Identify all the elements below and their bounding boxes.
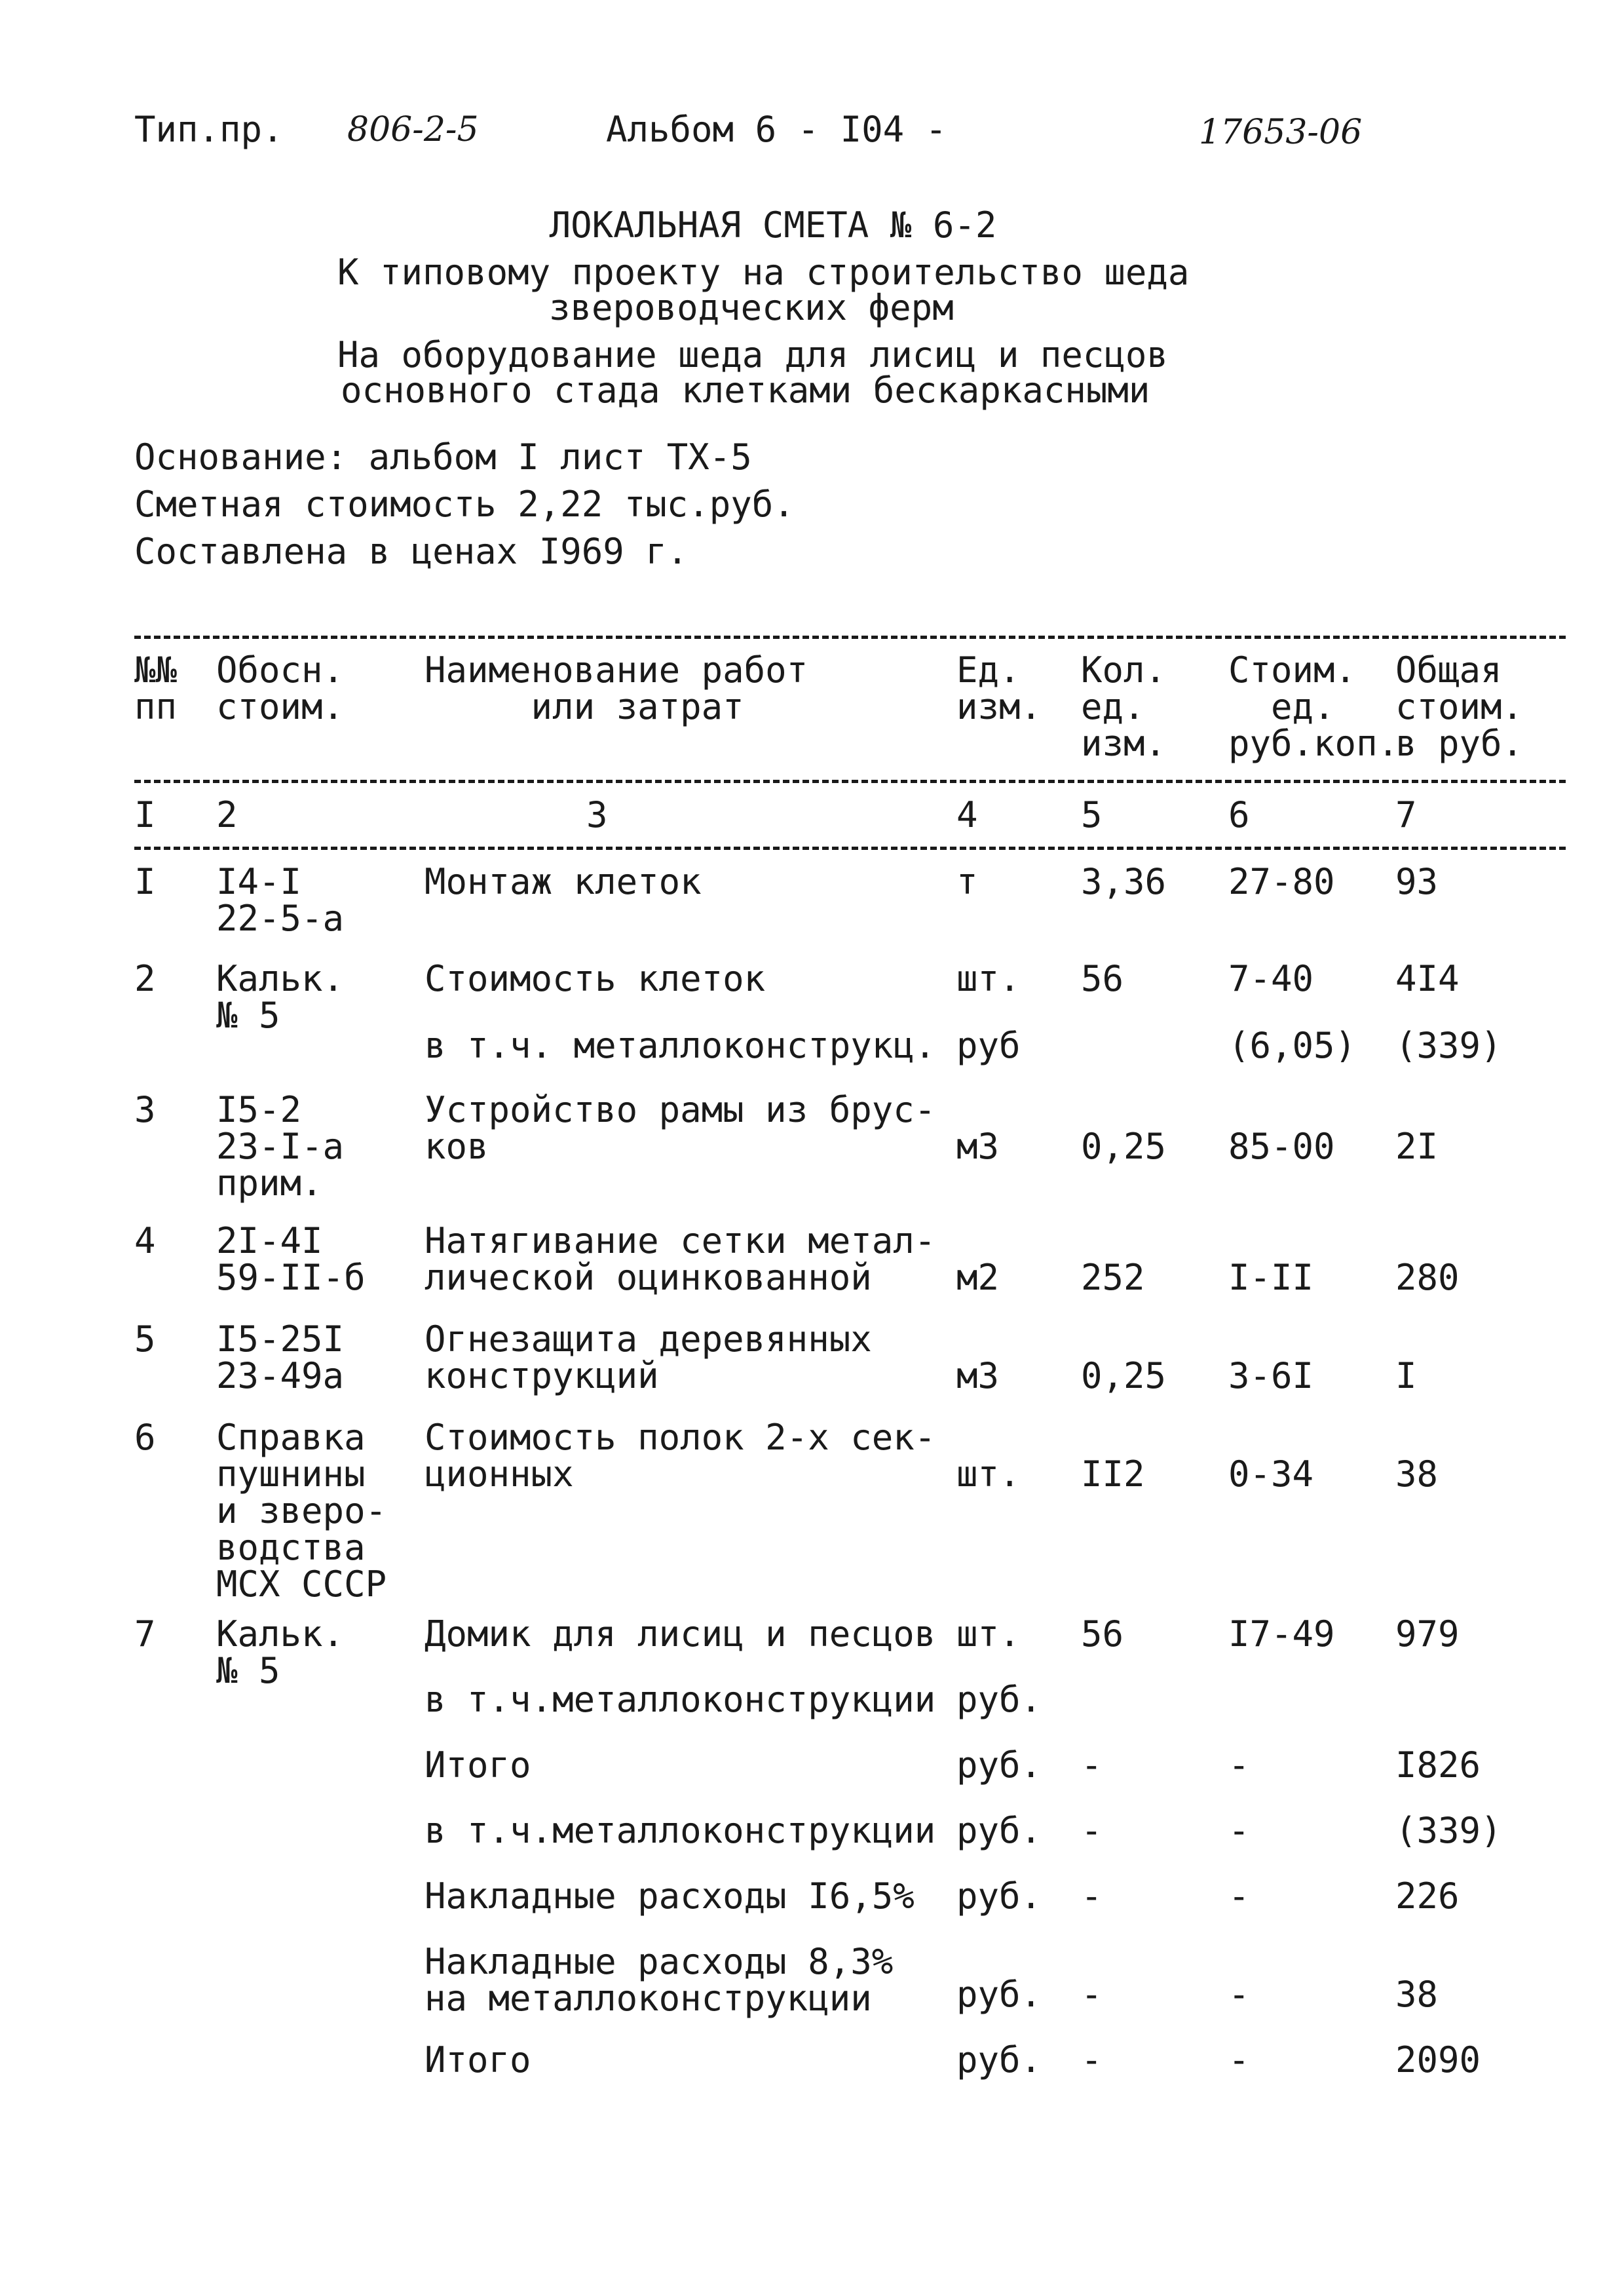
row-unit: руб.: [956, 1744, 1042, 1786]
row-price: I7-49: [1228, 1613, 1335, 1655]
row-qty: 0,25: [1081, 1355, 1167, 1396]
prices-line: Составлена в ценах I969 г.: [134, 531, 689, 572]
header-bottom-rule: [134, 780, 1566, 783]
row-total: 38: [1395, 1453, 1439, 1495]
row-name: Накладные расходы I6,5%: [425, 1875, 915, 1917]
row-price: 85-00: [1228, 1126, 1335, 1167]
row-qty: 0,25: [1081, 1126, 1167, 1167]
row-price: -: [1228, 1875, 1250, 1917]
row-unit: шт.: [956, 958, 1021, 999]
title-line-2: К типовому проекту на строительство шеда: [337, 252, 1190, 293]
table-top-rule: [134, 636, 1566, 639]
row-unit: руб.: [956, 2039, 1042, 2081]
row-price: -: [1228, 1810, 1250, 1851]
tip-label: Тип.пр.: [134, 109, 284, 150]
row-unit: шт.: [956, 1453, 1021, 1495]
row-price: 3-6I: [1228, 1355, 1314, 1396]
title-line-5: основного стада клетками бескаркасными: [341, 370, 1150, 411]
col-number-3: 3: [586, 794, 608, 835]
row-basis: I4-I 22-5-а: [216, 861, 345, 939]
row-qty: 252: [1081, 1257, 1145, 1298]
row-unit: м3: [956, 1126, 1000, 1167]
row-name: Монтаж клеток: [425, 861, 702, 902]
row-basis: Кальк. № 5: [216, 1613, 345, 1691]
row-basis: Кальк. № 5: [216, 958, 345, 1036]
row-total: 93: [1395, 861, 1439, 902]
row-total: I: [1395, 1355, 1417, 1396]
row-qty: -: [1081, 1875, 1103, 1917]
row-total: 38: [1395, 1974, 1439, 2015]
row-unit: м2: [956, 1257, 1000, 1298]
cost-line: Сметная стоимость 2,22 тыс.руб.: [134, 484, 795, 525]
row-price: -: [1228, 1744, 1250, 1786]
col-number-6: 6: [1228, 794, 1250, 835]
row-number: 5: [134, 1318, 156, 1360]
row-number: I: [134, 861, 156, 902]
row-name: Огнезащита деревянных конструкций: [425, 1318, 872, 1396]
column-numbers-rule: [134, 847, 1566, 850]
row-total: I826: [1395, 1744, 1481, 1786]
row-name: в т.ч.металлоконструкции: [425, 1810, 936, 1851]
row-qty: II2: [1081, 1453, 1145, 1495]
row-unit: руб.: [956, 1679, 1042, 1720]
row-qty: 56: [1081, 958, 1124, 999]
row-price: 0-34: [1228, 1453, 1314, 1495]
estimate-title: ЛОКАЛЬНАЯ СМЕТА № 6-2: [549, 204, 997, 246]
row-number: 3: [134, 1089, 156, 1130]
row-price: 27-80: [1228, 861, 1335, 902]
row-name: Устройство рамы из брус- ков: [425, 1089, 936, 1167]
row-total: 2090: [1395, 2039, 1481, 2081]
row-name: Итого: [425, 1744, 531, 1786]
basis-line: Основание: альбом I лист ТХ-5: [134, 436, 752, 478]
row-unit: руб.: [956, 1810, 1042, 1851]
row-unit: м3: [956, 1355, 1000, 1396]
row-total: 2I: [1395, 1126, 1439, 1167]
row-qty: 3,36: [1081, 861, 1167, 902]
row-name: Накладные расходы 8,3% на металлоконструкции: [425, 1941, 894, 2019]
title-line-3: звероводческих ферм: [549, 287, 954, 328]
row-basis: I5-25I 23-49а: [216, 1318, 345, 1396]
col-number-5: 5: [1081, 794, 1103, 835]
project-code: 806-2-5: [347, 110, 479, 149]
row-total: 280: [1395, 1257, 1460, 1298]
row-qty: -: [1081, 1744, 1103, 1786]
album-page: Альбом 6 - I04 -: [606, 109, 947, 150]
row-basis: 2I-4I 59-II-б: [216, 1220, 366, 1298]
row-price: (6,05): [1228, 1025, 1357, 1066]
row-unit: шт.: [956, 1613, 1021, 1655]
col-header-name: Наименование работ или затрат: [425, 649, 808, 727]
row-number: 6: [134, 1417, 156, 1458]
col-number-7: 7: [1395, 794, 1417, 835]
row-unit: руб.: [956, 1875, 1042, 1917]
row-number: 7: [134, 1613, 156, 1655]
row-qty: -: [1081, 1974, 1103, 2015]
row-number: 2: [134, 958, 156, 999]
row-total: 979: [1395, 1613, 1460, 1655]
row-name: Натягивание сетки метал- лической оцинкованной: [425, 1220, 936, 1298]
col-number-4: 4: [956, 794, 978, 835]
row-price: I-II: [1228, 1257, 1314, 1298]
row-unit: руб: [956, 1025, 1021, 1066]
col-header-qty: Кол. ед. изм.: [1081, 649, 1167, 764]
row-name: в т.ч.металлоконструкции: [425, 1679, 936, 1720]
col-header-basis: Обосн. стоим.: [216, 649, 345, 727]
col-header-total: Общая стоим. в руб.: [1395, 649, 1524, 764]
row-number: 4: [134, 1220, 156, 1261]
row-name: Домик для лисиц и песцов: [425, 1613, 936, 1655]
row-qty: 56: [1081, 1613, 1124, 1655]
row-price: -: [1228, 2039, 1250, 2081]
row-total: (339): [1395, 1025, 1502, 1066]
row-basis: Справка пушнины и зверо- водства МСХ СССР: [216, 1417, 387, 1605]
archive-code: 17653-06: [1199, 113, 1363, 152]
col-header-number: №№ пп: [134, 649, 178, 727]
row-total: (339): [1395, 1810, 1502, 1851]
row-price: -: [1228, 1974, 1250, 2015]
row-name: Стоимость полок 2-х сек- ционных: [425, 1417, 936, 1495]
title-line-4: На оборудование шеда для лисиц и песцов: [337, 334, 1168, 375]
row-qty: -: [1081, 2039, 1103, 2081]
row-basis: I5-2 23-I-а прим.: [216, 1089, 345, 1204]
row-price: 7-40: [1228, 958, 1314, 999]
row-total: 226: [1395, 1875, 1460, 1917]
row-unit: т: [956, 861, 978, 902]
row-unit: руб.: [956, 1974, 1042, 2015]
row-name: Итого: [425, 2039, 531, 2081]
col-header-price: Стоим. ед. руб.коп.: [1228, 649, 1399, 764]
row-name: Стоимость клеток: [425, 958, 766, 999]
col-number-2: 2: [216, 794, 238, 835]
col-number-1: I: [134, 794, 156, 835]
row-name: в т.ч. металлоконструкц.: [425, 1025, 936, 1066]
col-header-unit: Ед. изм.: [956, 649, 1042, 727]
row-total: 4I4: [1395, 958, 1460, 999]
row-qty: -: [1081, 1810, 1103, 1851]
